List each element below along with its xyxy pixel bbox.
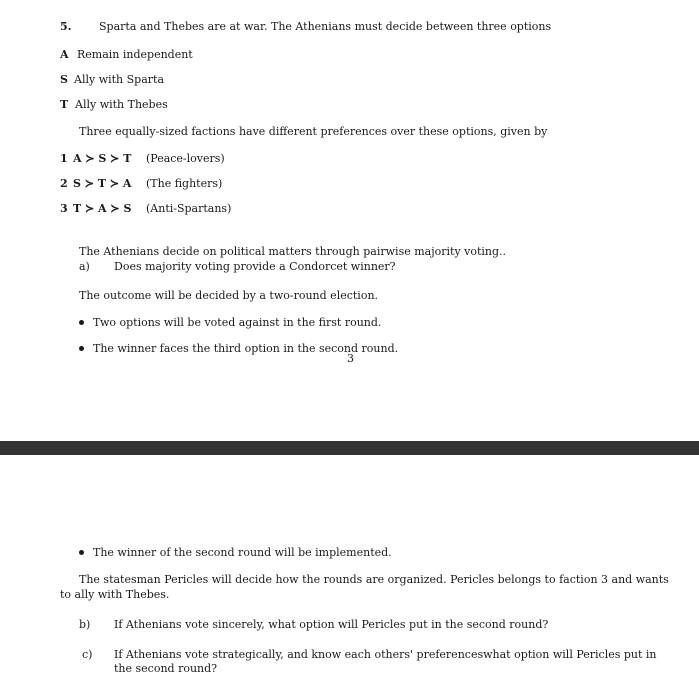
option-text: Remain independent — [77, 48, 193, 61]
option-key: A — [60, 48, 69, 61]
outcome-text: The outcome will be decided by a two-round election. — [79, 289, 379, 302]
faction-ranking: T ≻ A ≻ S — [73, 202, 132, 215]
list-item — [79, 316, 381, 329]
option-text: Ally with Sparta — [74, 73, 164, 86]
faction-ranking: S ≻ T ≻ A — [73, 177, 132, 190]
part-b-text: If Athenians vote sincerely, what option will Pericles put in the second round? — [114, 618, 549, 631]
part-b-label: b) — [79, 618, 91, 631]
question-intro: Sparta and Thebes are at war. The Athenians must decide between three options — [99, 20, 552, 33]
bullet-icon — [79, 320, 84, 325]
page-number: 3 — [347, 352, 354, 365]
faction-ranking: A ≻ S ≻ T — [73, 152, 132, 165]
option-key: T — [60, 98, 69, 111]
factions-intro: Three equally-sized factions have different preferences over these options, given by — [79, 125, 548, 138]
part-a-label: a) — [79, 260, 90, 273]
bullet-icon — [79, 346, 84, 351]
faction-label: (The fighters) — [146, 177, 223, 190]
bullet-text: The winner of the second round will be implemented. — [93, 546, 392, 559]
question-number: 5. — [60, 20, 72, 33]
part-a-text: Does majority voting provide a Condorcet winner? — [114, 260, 396, 273]
bullet-icon — [79, 550, 84, 555]
faction-id: 3 — [60, 202, 68, 215]
page-divider — [0, 441, 699, 455]
faction-label: (Anti-Spartans) — [146, 202, 232, 215]
option-text: Ally with Thebes — [75, 98, 168, 111]
voting-text: The Athenians decide on political matters through pairwise majority voting.. — [79, 245, 507, 258]
pericles-text-line2: to ally with Thebes. — [60, 588, 170, 601]
list-item — [79, 546, 392, 559]
bullet-text: Two options will be voted against in the first round. — [93, 316, 382, 329]
option-key: S — [60, 73, 68, 86]
bullet-text: The winner faces the third option in the second round. — [93, 342, 399, 355]
pericles-text-line1: The statesman Pericles will decide how the rounds are organized. Pericles belongs to faction 3 and wants — [79, 573, 669, 586]
part-c-label: c) — [82, 648, 93, 661]
faction-id: 2 — [60, 177, 68, 190]
faction-id: 1 — [60, 152, 68, 165]
part-c-text-line2: the second round? — [114, 662, 218, 675]
part-c-text-line1: If Athenians vote strategically, and know each others' preferenceswhat option will Pericles put in — [114, 648, 657, 661]
faction-label: (Peace-lovers) — [146, 152, 225, 165]
